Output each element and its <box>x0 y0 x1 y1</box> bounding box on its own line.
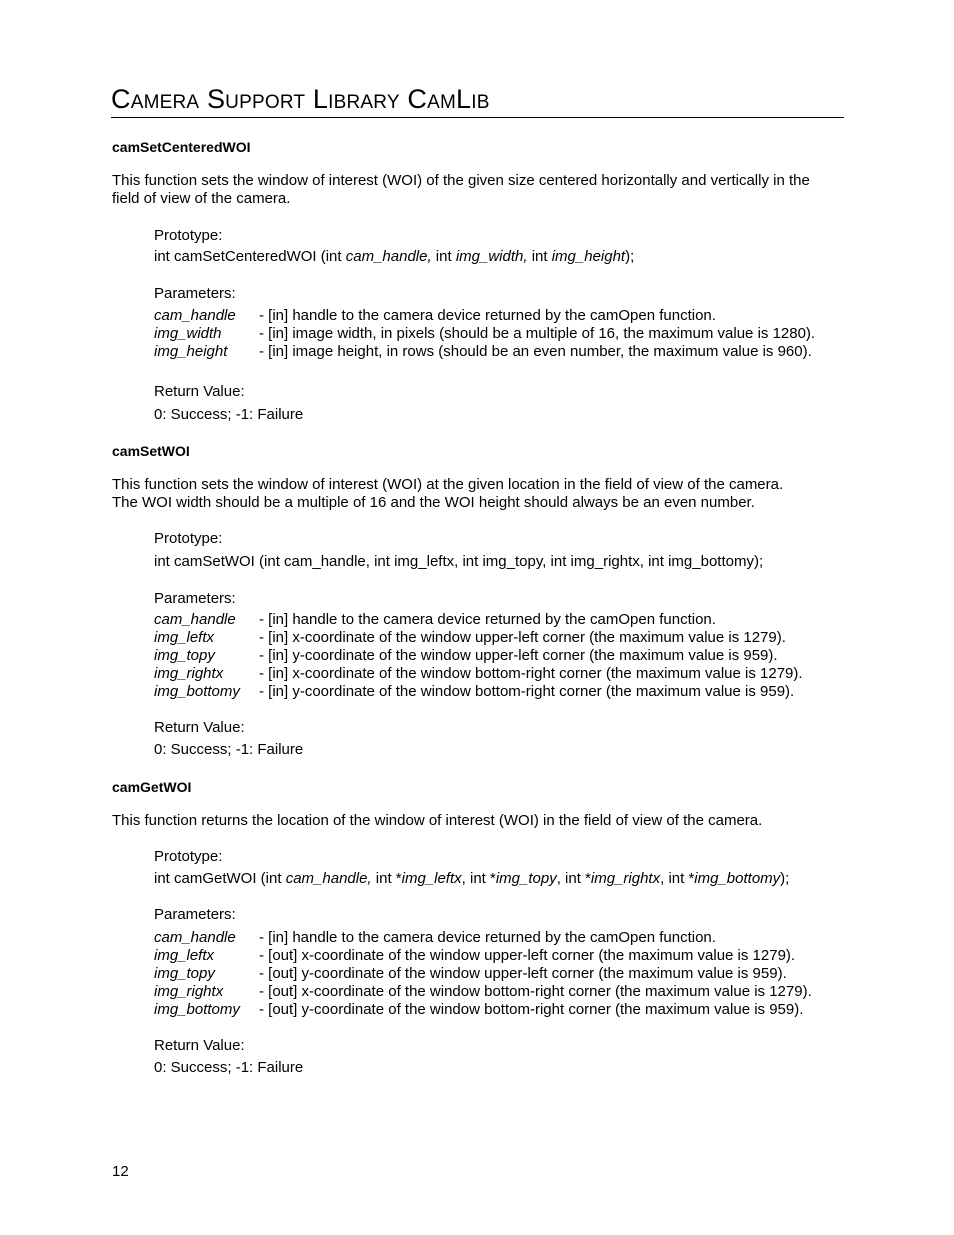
prototype-arg: img_width, <box>455 248 528 265</box>
param-name: img_bottomy <box>154 683 240 700</box>
prototype-arg: img_rightx <box>590 870 661 887</box>
prototype-arg: cam_handle, <box>345 248 432 265</box>
prototype-text: int * <box>371 870 402 887</box>
param-description: - [out] x-coordinate of the window upper-left corner (the maximum value is 1279). <box>259 947 796 964</box>
page-header-title: Camera Support Library CamLib <box>111 84 490 114</box>
param-description: - [in] x-coordinate of the window upper-left corner (the maximum value is 1279). <box>259 629 786 646</box>
page-number: 12 <box>112 1163 129 1180</box>
param-description: - [in] y-coordinate of the window upper-left corner (the maximum value is 959). <box>259 647 778 664</box>
function-description-line: This function sets the window of interest (WOI) at the given location in the field of view of the camera. <box>112 476 784 493</box>
prototype-signature <box>154 870 789 887</box>
prototype-signature <box>154 248 634 265</box>
prototype-label: Prototype: <box>154 848 223 865</box>
prototype-arg: img_bottomy <box>694 870 781 887</box>
param-description: - [in] image height, in rows (should be an even number, the maximum value is 960). <box>259 343 812 360</box>
prototype-text: int <box>431 248 456 265</box>
function-name: camSetWOI <box>112 443 190 459</box>
return-label: Return Value: <box>154 1037 245 1054</box>
param-name: img_height <box>154 343 228 360</box>
page-header <box>111 84 844 118</box>
prototype-text: , int * <box>461 870 496 887</box>
prototype-text: int <box>527 248 552 265</box>
prototype-arg: img_height <box>551 248 626 265</box>
param-name: img_width <box>154 325 222 342</box>
param-description: - [in] handle to the camera device returned by the camOpen function. <box>259 929 716 946</box>
parameters-label: Parameters: <box>154 590 236 607</box>
prototype-arg: img_leftx <box>401 870 462 887</box>
parameters-label: Parameters: <box>154 906 236 923</box>
param-name: img_topy <box>154 647 215 664</box>
param-name: img_leftx <box>154 947 215 964</box>
prototype-text: , int * <box>556 870 591 887</box>
function-name: camSetCenteredWOI <box>112 139 251 155</box>
param-name: cam_handle <box>154 307 236 324</box>
function-description-line: field of view of the camera. <box>112 190 291 207</box>
param-description: - [in] handle to the camera device returned by the camOpen function. <box>259 611 716 628</box>
prototype-label: Prototype: <box>154 227 223 244</box>
param-name: img_bottomy <box>154 1001 240 1018</box>
function-description-line: This function returns the location of the window of interest (WOI) in the field of view of the camera. <box>112 812 763 829</box>
param-description: - [in] y-coordinate of the window bottom-right corner (the maximum value is 959). <box>259 683 795 700</box>
prototype-arg: cam_handle, <box>285 870 372 887</box>
function-description-line: This function sets the window of interest (WOI) of the given size centered horizontally and vertically in the <box>112 172 810 189</box>
function-name: camGetWOI <box>112 779 192 795</box>
return-label: Return Value: <box>154 383 245 400</box>
return-value: 0: Success; -1: Failure <box>154 741 304 758</box>
param-name: cam_handle <box>154 611 236 628</box>
prototype-text: , int * <box>660 870 695 887</box>
return-value: 0: Success; -1: Failure <box>154 1059 304 1076</box>
param-description: - [out] y-coordinate of the window bottom-right corner (the maximum value is 959). <box>259 1001 804 1018</box>
param-description: - [in] image width, in pixels (should be a multiple of 16, the maximum value is 1280). <box>259 325 816 342</box>
prototype-text: ); <box>780 870 790 887</box>
param-description: - [out] x-coordinate of the window bottom-right corner (the maximum value is 1279). <box>259 983 812 1000</box>
param-name: img_rightx <box>154 983 224 1000</box>
prototype-arg: img_topy <box>495 870 557 887</box>
param-name: img_rightx <box>154 665 224 682</box>
return-value: 0: Success; -1: Failure <box>154 406 304 423</box>
param-description: - [out] y-coordinate of the window upper-left corner (the maximum value is 959). <box>259 965 787 982</box>
prototype-text: int camGetWOI (int <box>154 870 286 887</box>
prototype-label: Prototype: <box>154 530 223 547</box>
param-description: - [in] x-coordinate of the window bottom-right corner (the maximum value is 1279). <box>259 665 803 682</box>
prototype-text: ); <box>625 248 635 265</box>
param-description: - [in] handle to the camera device returned by the camOpen function. <box>259 307 716 324</box>
prototype-text: int camSetCenteredWOI (int <box>154 248 346 265</box>
function-description-line: The WOI width should be a multiple of 16 and the WOI height should always be an even number. <box>112 494 755 511</box>
parameters-label: Parameters: <box>154 285 236 302</box>
param-name: img_leftx <box>154 629 215 646</box>
param-name: cam_handle <box>154 929 236 946</box>
return-label: Return Value: <box>154 719 245 736</box>
prototype-signature: int camSetWOI (int cam_handle, int img_leftx, int img_topy, int img_rightx, int img_bottomy); <box>154 553 764 570</box>
param-name: img_topy <box>154 965 215 982</box>
